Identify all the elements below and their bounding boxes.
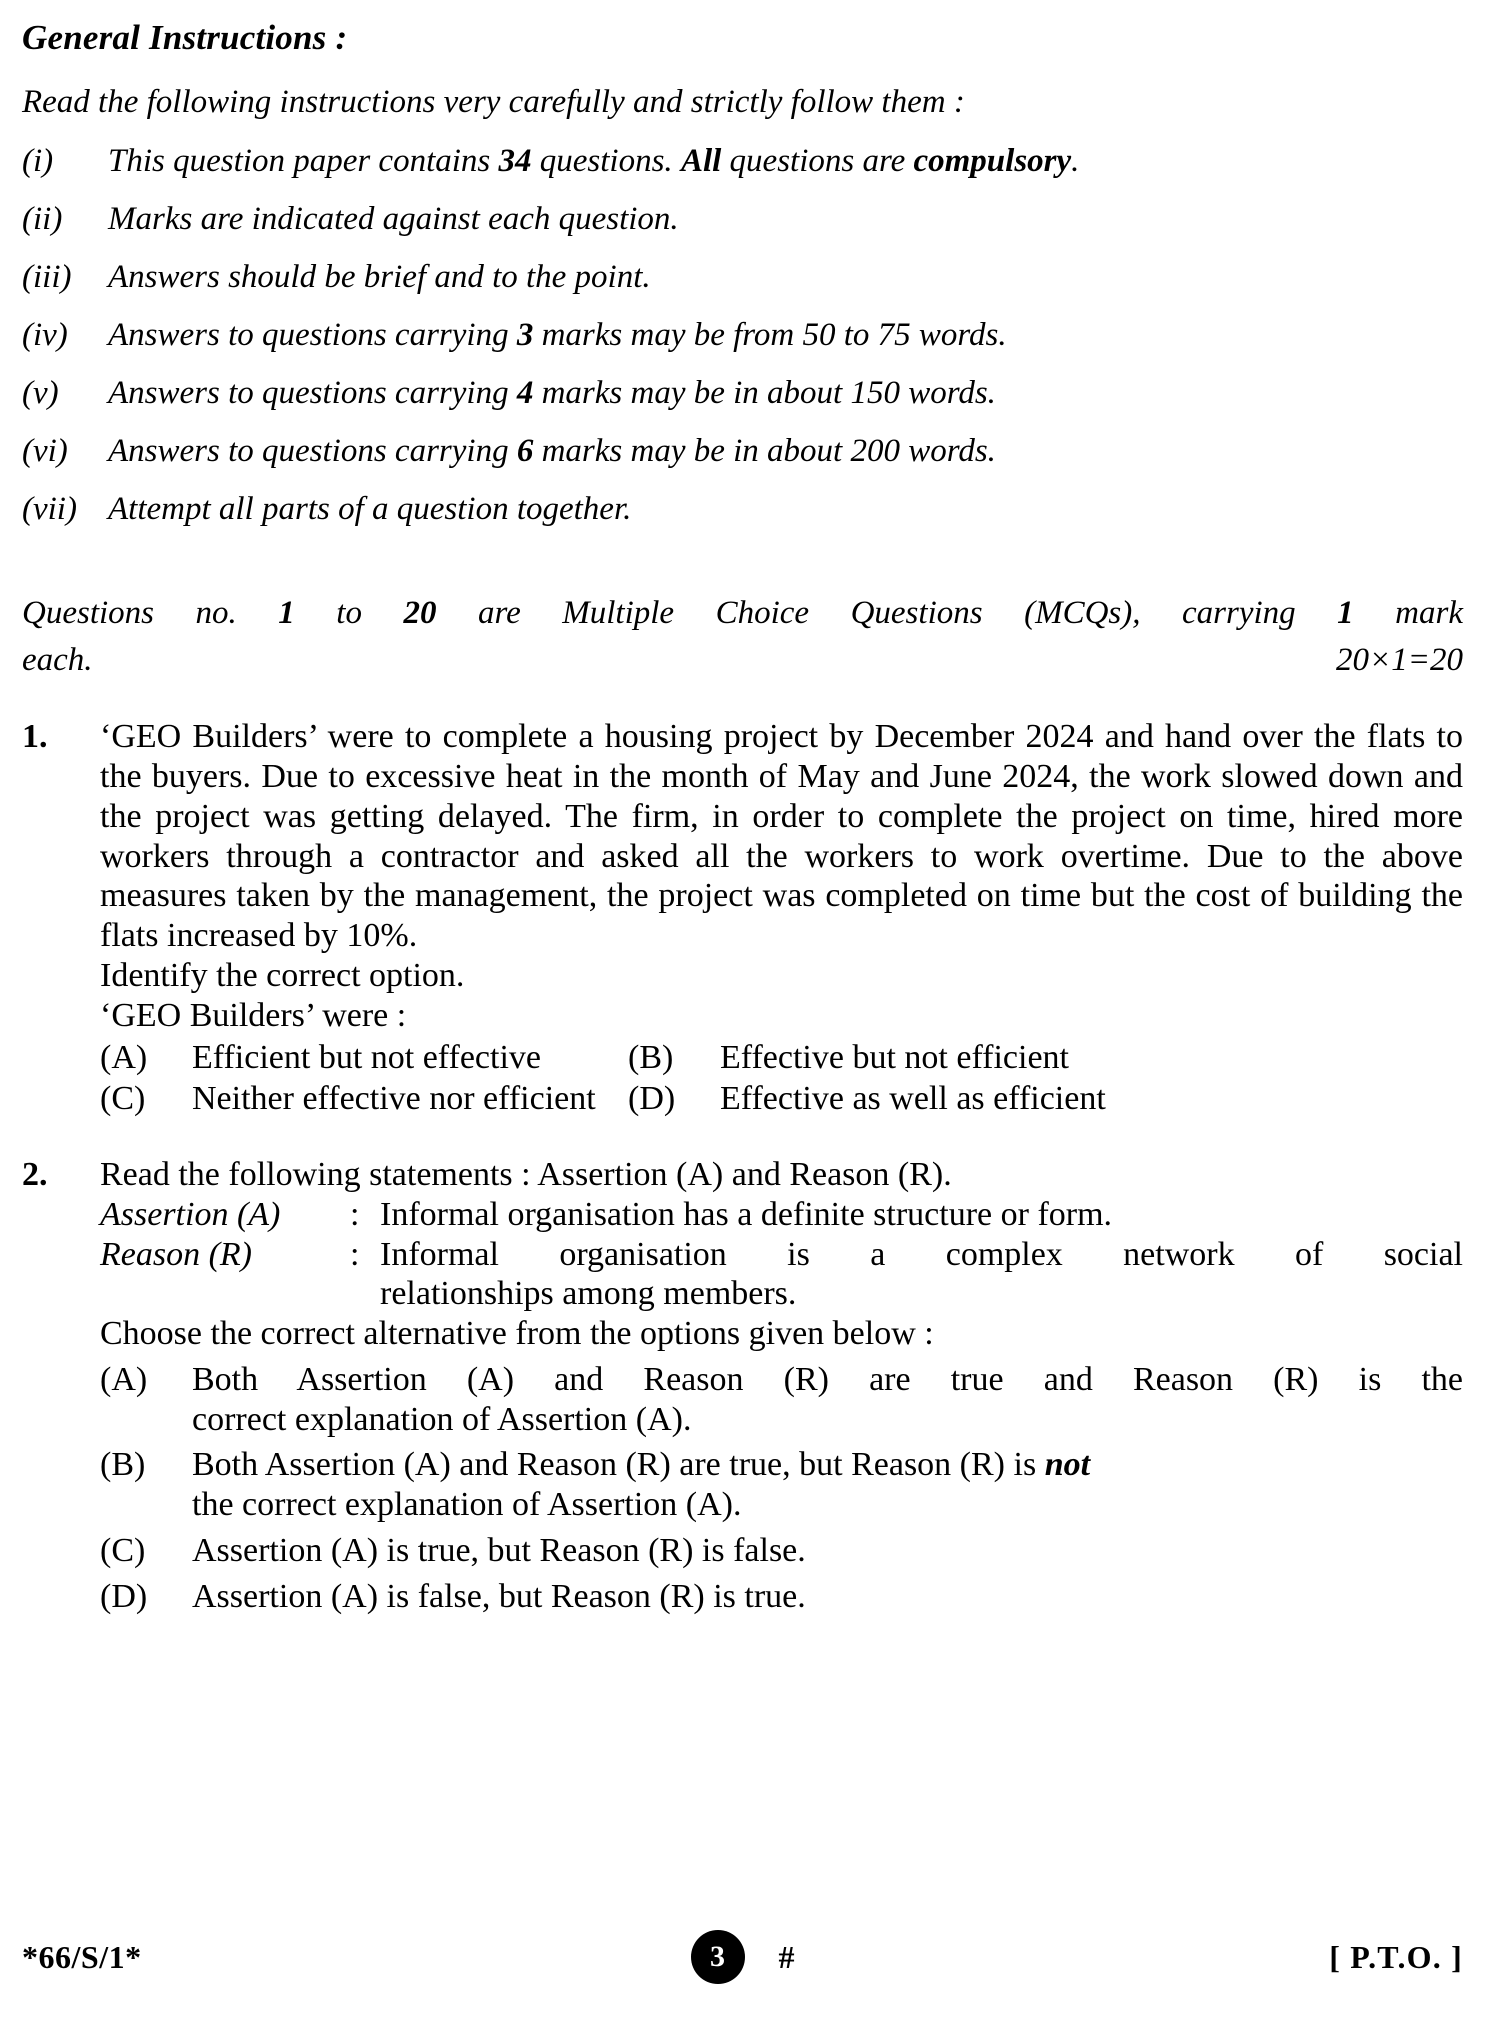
question-2-number: 2.	[22, 1156, 48, 1194]
instruction-item	[22, 433, 1463, 470]
instruction-item	[22, 375, 1463, 412]
instruction-number: (ii)	[22, 200, 63, 237]
question-1	[22, 717, 1463, 1121]
mcq-section-intro-line1: Questions no. 1 to 20 are Multiple Choice Questions (MCQs), carrying 1 mark	[22, 594, 1464, 631]
option-row	[100, 1079, 1463, 1119]
option-c-text: Assertion (A) is true, but Reason (R) is false.	[192, 1531, 806, 1569]
page-number-badge: 3	[691, 1930, 745, 1984]
option-d[interactable]	[100, 1577, 1463, 1617]
instruction-text: Attempt all parts of a question together.	[108, 490, 632, 527]
option-c-label: (C)	[100, 1080, 146, 1118]
option-a-text: Both Assertion (A) and Reason (R) are true and Reason (R) is the correct explanation of Assertion (A).	[192, 1360, 1463, 1438]
instruction-item	[22, 317, 1463, 354]
question-1-options	[100, 1038, 1463, 1120]
assertion-colon: :	[350, 1195, 360, 1233]
option-b[interactable]	[100, 1445, 1463, 1525]
instruction-item	[22, 201, 1463, 238]
reason-text: Informal organisation is a complex network of social	[380, 1235, 1463, 1273]
option-a[interactable]	[100, 1360, 1463, 1440]
instruction-item	[22, 259, 1463, 296]
option-b-label: (B)	[628, 1038, 674, 1076]
instruction-text: Marks are indicated against each question.	[108, 200, 679, 237]
instructions-lead-text: Read the following instructions very carefully and strictly follow them :	[22, 84, 965, 120]
mcq-marks-total: 20×1=20	[1335, 641, 1463, 678]
page-footer	[22, 1928, 1463, 1986]
instruction-number: (v)	[22, 374, 59, 411]
question-1-prompt: ‘GEO Builders’ were :	[100, 996, 407, 1034]
general-instructions-heading: General Instructions :	[22, 18, 348, 57]
mcq-section-intro	[22, 590, 1463, 684]
option-b-text: Both Assertion (A) and Reason (R) are true, but Reason (R) is not the correct explanation of Assertion (A).	[192, 1446, 1091, 1524]
instruction-text: Answers to questions carrying 6 marks may be in about 200 words.	[108, 432, 996, 469]
hash-icon: #	[778, 1938, 795, 1975]
question-2-choose-instruction: Choose the correct alternative from the options given below :	[100, 1315, 934, 1353]
question-1-number: 1.	[22, 718, 48, 756]
question-2-stem: Read the following statements : Assertion (A) and Reason (R).	[100, 1156, 952, 1194]
paper-code: *66/S/1*	[22, 1938, 142, 1975]
mcq-section-intro-line2	[22, 637, 1463, 684]
option-a-text: Efficient but not effective	[192, 1038, 541, 1076]
question-2-options	[100, 1360, 1463, 1617]
option-d[interactable]	[628, 1079, 1106, 1119]
instruction-text: Answers should be brief and to the point.	[108, 258, 651, 295]
option-c[interactable]	[100, 1531, 1463, 1571]
assertion-row	[100, 1195, 1463, 1235]
option-b[interactable]	[628, 1038, 1069, 1078]
assertion-label: Assertion (A)	[100, 1195, 281, 1233]
assertion-text: Informal organisation has a definite structure or form.	[380, 1195, 1113, 1233]
reason-text-continued: relationships among members.	[380, 1275, 797, 1313]
option-c-label: (C)	[100, 1531, 146, 1569]
instruction-number: (i)	[22, 143, 54, 179]
instruction-number: (vi)	[22, 432, 68, 469]
option-a[interactable]	[100, 1038, 628, 1078]
instruction-text: Answers to questions carrying 4 marks may be in about 150 words.	[108, 374, 996, 411]
question-1-instruction: Identify the correct option.	[100, 956, 465, 994]
footer-center-group	[22, 1930, 1463, 1984]
option-c[interactable]	[100, 1079, 628, 1119]
option-b-text: Effective but not efficient	[720, 1038, 1069, 1076]
reason-row	[100, 1235, 1463, 1275]
instruction-number: (vii)	[22, 490, 77, 527]
option-row	[100, 1038, 1463, 1078]
question-2-body	[100, 1155, 1463, 1622]
instruction-number: (iii)	[22, 258, 72, 295]
option-a-label: (A)	[100, 1360, 148, 1398]
option-b-label: (B)	[100, 1446, 146, 1484]
option-d-text: Effective as well as efficient	[720, 1080, 1106, 1118]
instruction-text: Answers to questions carrying 3 marks may be from 50 to 75 words.	[108, 316, 1007, 353]
instruction-text: This question paper contains 34 questions. All questions are compulsory.	[108, 143, 1080, 179]
option-d-text: Assertion (A) is false, but Reason (R) is true.	[192, 1577, 806, 1615]
pto-marker: [ P.T.O. ]	[1329, 1938, 1463, 1975]
reason-colon: :	[350, 1235, 360, 1273]
question-1-stem: ‘GEO Builders’ were to complete a housing project by December 2024 and hand over the flats to the buyers. Due to excessive heat in the month of May and June 2024, the work slowed down and the project was getting delayed. The firm, in order to complete the project on time, hired more workers through a contractor and asked all the workers to work overtime. Due to the above measures taken by the management, the project was completed on time but the cost of building the flats increased by 10%.	[100, 718, 1463, 955]
reason-label: Reason (R)	[100, 1235, 253, 1273]
mcq-section-intro-each: each.	[22, 641, 93, 678]
question-2	[22, 1155, 1463, 1622]
option-d-label: (D)	[628, 1080, 676, 1118]
option-d-label: (D)	[100, 1577, 148, 1615]
instruction-item	[22, 143, 1463, 180]
instruction-item	[22, 491, 1463, 528]
option-c-text: Neither effective nor efficient	[192, 1080, 596, 1118]
option-a-label: (A)	[100, 1038, 148, 1076]
question-1-body	[100, 717, 1463, 1121]
instruction-number: (iv)	[22, 316, 68, 353]
